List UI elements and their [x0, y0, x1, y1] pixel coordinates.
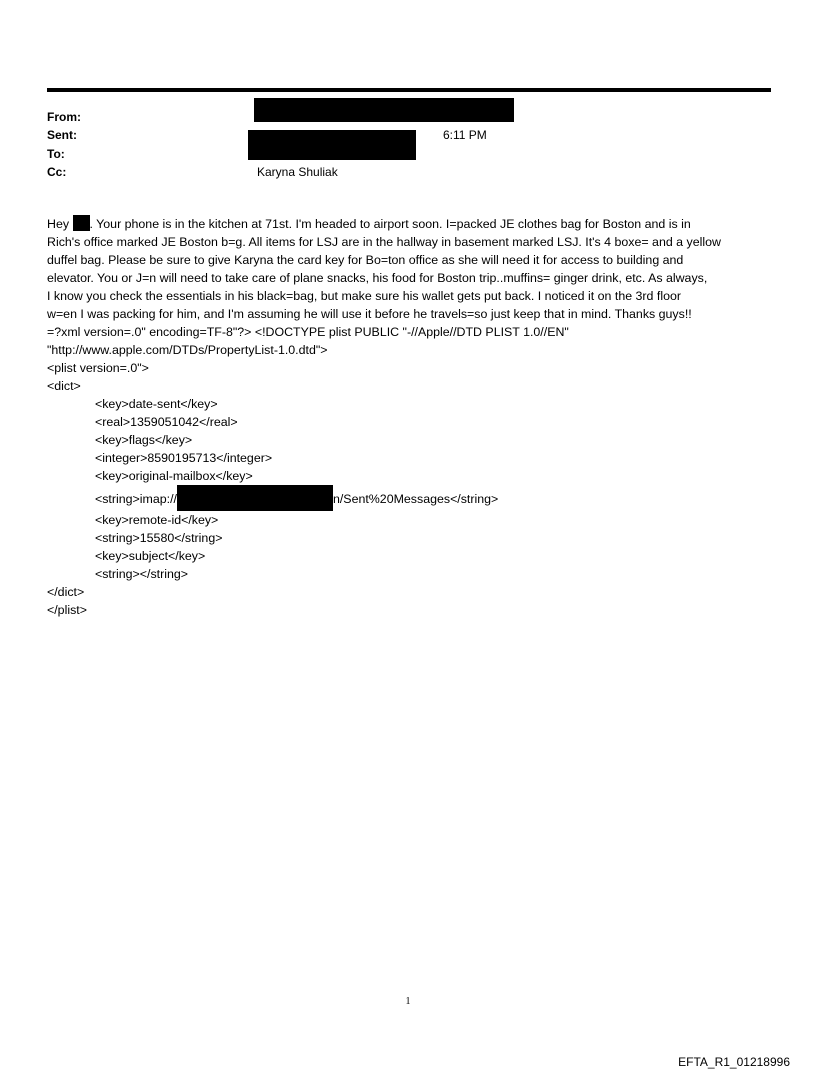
dict-line: <string>15580</string>	[95, 531, 223, 545]
from-redaction	[254, 98, 514, 122]
body-line-4: I know you check the essentials in his black=bag, but make sure his wallet gets put back. I noticed it on the 3rd floor	[47, 289, 681, 303]
dict-line: <key>subject</key>	[95, 549, 206, 563]
body-line-0: Hey . Your phone is in the kitchen at 71st. I'm headed to airport soon. I=packed JE clothes bag for Boston and is in	[47, 217, 691, 231]
body-line-1: Rich's office marked JE Boston b=g. All items for LSJ are in the hallway in basement marked LSJ. It's 4 boxe= and a yellow	[47, 235, 721, 249]
body-line-8: <plist version=.0">	[47, 361, 149, 375]
imap-redaction	[177, 485, 333, 511]
page-number: 1	[405, 996, 411, 1007]
body-line-5: w=en I was packing for him, and I'm assuming he will use it before he travels=so just keep that in mind. Thanks guys!!	[47, 307, 692, 321]
cc-value: Karyna Shuliak	[257, 165, 338, 179]
sent-value: 6:11 PM	[443, 128, 487, 142]
sent-to-redaction	[248, 130, 416, 160]
imap-line: <string>imap:// n/Sent%20Messages</string>	[47, 485, 772, 511]
closing-line: </dict>	[47, 585, 85, 599]
body-line-7: "http://www.apple.com/DTDs/PropertyList-1.0.dtd">	[47, 343, 328, 357]
dict-line: <key>date-sent</key>	[95, 397, 218, 411]
name-redaction	[73, 215, 90, 231]
cc-label: Cc:	[47, 165, 67, 179]
dict-line: <integer>8590195713</integer>	[95, 451, 273, 465]
dict-line: <real>1359051042</real>	[95, 415, 238, 429]
from-label: From:	[47, 110, 81, 124]
dict-line: <key>remote-id</key>	[95, 513, 219, 527]
to-label: To:	[47, 147, 65, 161]
document-id: EFTA_R1_01218996	[678, 1055, 790, 1069]
body-line-2: duffel bag. Please be sure to give Karyna the card key for Bo=ton office as she will need it for access to building and	[47, 253, 684, 267]
dict-line: <key>flags</key>	[95, 433, 193, 447]
body-line-6: =?xml version=.0" encoding=TF-8"?> <!DOCTYPE plist PUBLIC "-//Apple//DTD PLIST 1.0//EN"	[47, 325, 569, 339]
greeting: Hey	[47, 217, 70, 231]
sent-label: Sent:	[47, 128, 77, 142]
dict-line: <string></string>	[95, 567, 188, 581]
header-rule	[47, 88, 771, 92]
email-body	[47, 215, 772, 619]
dict-line: <key>original-mailbox</key>	[95, 469, 253, 483]
body-line-3: elevator. You or J=n will need to take care of plane snacks, his food for Boston trip..muffins= ginger drink, etc. As always,	[47, 271, 708, 285]
closing-line: </plist>	[47, 603, 87, 617]
body-line-9: <dict>	[47, 379, 81, 393]
